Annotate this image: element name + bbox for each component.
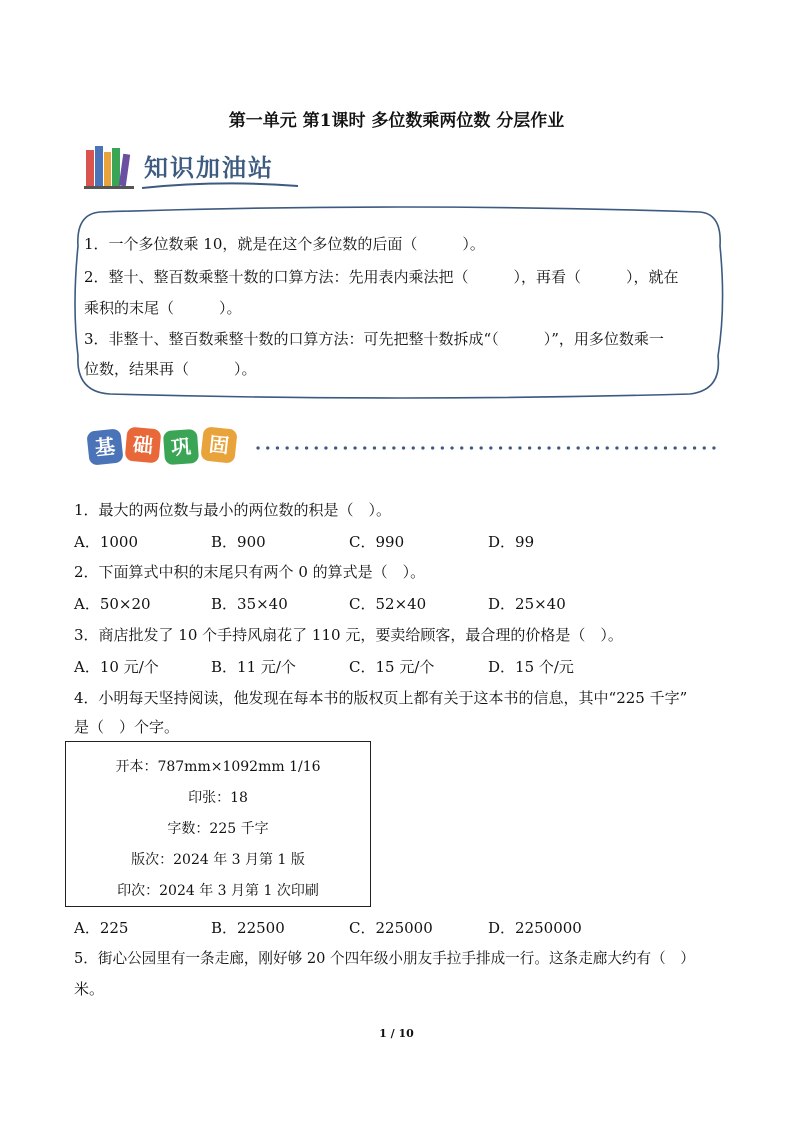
question-5-text-line-1: 5．街心公园里有一条走廊，刚好够 20 个四年级小朋友手拉手排成一行。这条走廊大约有（ ） <box>74 950 695 967</box>
basic-block-1 <box>86 428 123 465</box>
info-printing: 印次：2024 年 3 月第 1 次印刷 <box>117 883 319 899</box>
question-1-text: 1．最大的两位数与最小的两位数的积是（ ）。 <box>74 501 392 519</box>
basic-char-2: 础 <box>131 432 155 458</box>
q1-option-b[interactable]: B．900 <box>211 533 266 551</box>
q4-option-b[interactable]: B．22500 <box>211 919 285 937</box>
q1-option-c[interactable]: C．990 <box>349 533 405 551</box>
basic-char-3: 巩 <box>170 434 192 460</box>
q3-option-d[interactable]: D．15 个/元 <box>488 658 574 676</box>
q4-option-d[interactable]: D．2250000 <box>488 919 582 937</box>
books-icon <box>84 144 136 190</box>
knowledge-line-3: 乘积的末尾（ ）。 <box>84 299 242 317</box>
basic-block-3 <box>163 429 199 465</box>
knowledge-line-5: 位数，结果再（ ）。 <box>84 360 257 378</box>
question-5-text-line-2: 米。 <box>74 980 105 998</box>
basic-banner <box>80 424 720 472</box>
info-sheets: 印张：18 <box>188 790 248 806</box>
basic-block-4 <box>200 426 237 463</box>
knowledge-line-4: 3．非整十、整百数乘整十数的口算方法：可先把整十数拆成“（ ）”，用多位数乘一 <box>84 330 664 348</box>
q1-option-d[interactable]: D．99 <box>488 533 535 551</box>
info-word-count: 字数：225 千字 <box>167 821 269 837</box>
info-format: 开本：787mm×1092mm 1/16 <box>115 759 321 775</box>
question-4-text-line-2: 是（ ）个字。 <box>74 718 180 736</box>
q2-option-d[interactable]: D．25×40 <box>488 595 566 613</box>
info-edition: 版次：2024 年 3 月第 1 版 <box>131 852 305 868</box>
q3-option-b[interactable]: B．11 元/个 <box>211 658 296 676</box>
question-3-text: 3．商店批发了 10 个手持风扇花了 110 元，要卖给顾客，最合理的价格是（ ）。 <box>74 626 623 644</box>
page-title: 第一单元 第1课时 多位数乘两位数 分层作业 <box>228 111 565 131</box>
question-2-text: 2．下面算式中积的末尾只有两个 0 的算式是（ ）。 <box>74 563 426 581</box>
knowledge-line-1: 1．一个多位数乘 10，就是在这个多位数的后面（ ）。 <box>84 235 485 253</box>
basic-char-1: 基 <box>93 434 117 460</box>
q2-option-b[interactable]: B．35×40 <box>211 595 288 613</box>
knowledge-heading: 知识加油站 <box>144 154 274 182</box>
q1-option-a[interactable]: A．1000 <box>74 533 139 551</box>
underline-swoosh <box>140 180 300 192</box>
copyright-info-box <box>65 741 371 907</box>
q4-option-c[interactable]: C．225000 <box>349 919 433 937</box>
knowledge-line-2: 2．整十、整百数乘整十数的口算方法：先用表内乘法把（ ），再看（ ），就在 <box>84 268 679 286</box>
q3-option-c[interactable]: C．15 元/个 <box>349 658 435 676</box>
page-number: 1 / 10 <box>379 1027 414 1040</box>
dotted-line <box>256 444 716 452</box>
q2-option-a[interactable]: A．50×20 <box>74 595 151 613</box>
basic-char-4: 固 <box>207 432 231 458</box>
q4-option-a[interactable]: A．225 <box>74 919 129 937</box>
question-4-text-line-1: 4．小明每天坚持阅读，他发现在每本书的版权页上都有关于这本书的信息，其中“225 千字” <box>74 689 688 707</box>
q3-option-a[interactable]: A．10 元/个 <box>74 658 159 676</box>
q2-option-c[interactable]: C．52×40 <box>349 595 427 613</box>
knowledge-banner <box>84 142 304 192</box>
basic-block-2 <box>125 427 162 464</box>
